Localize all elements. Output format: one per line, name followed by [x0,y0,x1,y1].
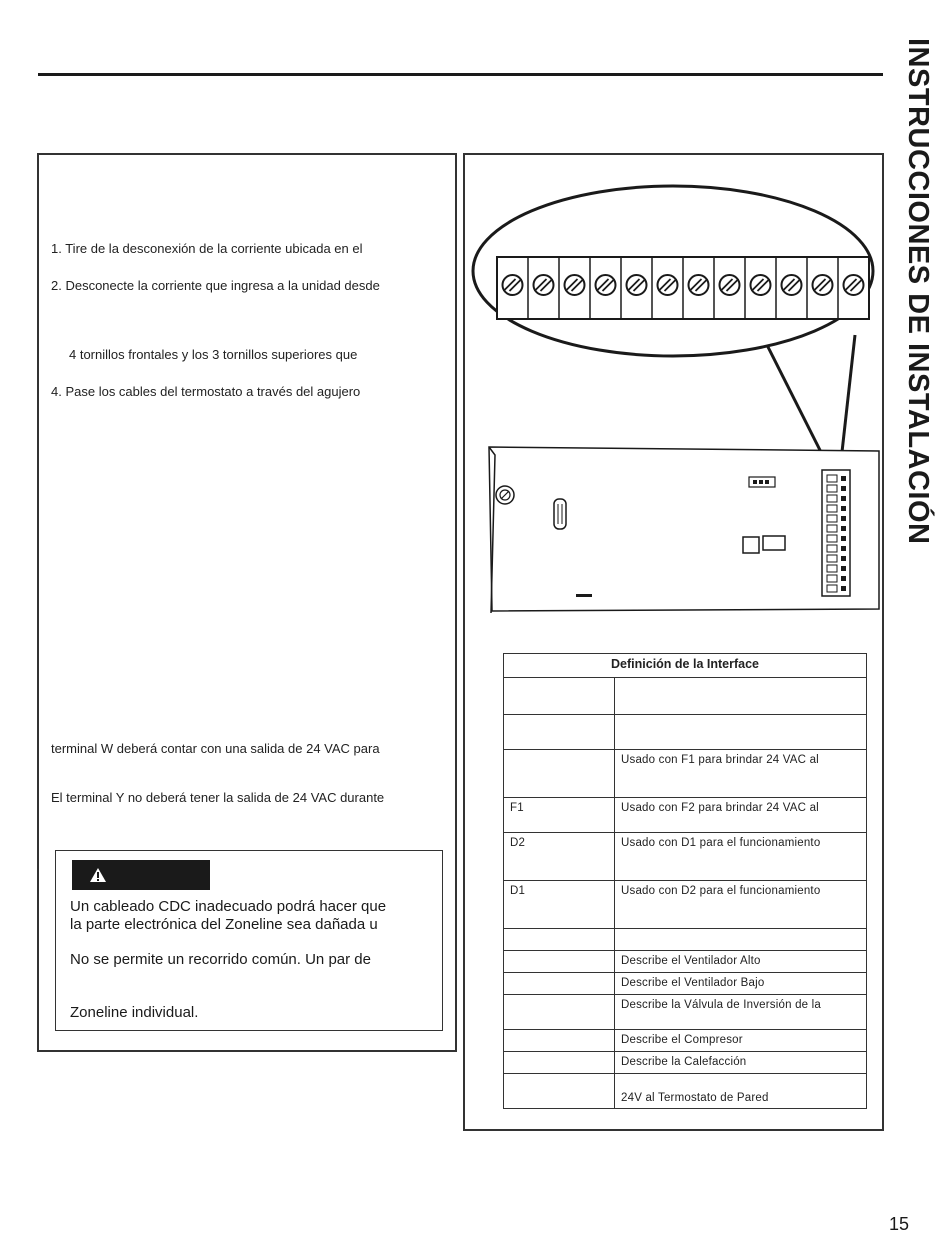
board-terminal [827,475,837,482]
board-terminal-pin [841,506,846,511]
page-number: 15 [889,1214,910,1234]
board-terminal [827,515,837,522]
terminal-cell [504,929,615,951]
step-4: 4. Pase los cables del termostato a través del agujero [51,384,361,399]
terminal-cell [504,750,615,798]
terminal-cell: F1 [504,798,615,833]
description-cell: Describe el Compresor [615,1030,867,1052]
table-row [504,715,867,750]
note-w-terminal: terminal W deberá contar con una salida de 24 VAC para [51,741,380,756]
board-terminal-pin [841,476,846,481]
table-row [504,678,867,715]
table-row [504,833,867,881]
terminal-cell [504,995,615,1030]
description-cell: Usado con F2 para brindar 24 VAC al [615,798,867,833]
warning-line-4: Zoneline individual. [70,1004,199,1021]
description-cell: Describe el Ventilador Alto [615,951,867,973]
terminal-screw-icon [782,275,802,295]
table-row [504,881,867,929]
diagram-panel [463,153,884,1131]
interface-definition-table [503,653,867,1109]
description-cell [615,678,867,715]
terminal-cell: D2 [504,833,615,881]
side-title: INSTRUCCIONES DE INSTALACIÓN [902,38,934,545]
description-cell [615,715,867,750]
description-cell [615,929,867,951]
terminal-cell [504,1030,615,1052]
terminal-cell [504,715,615,750]
board-terminal [827,495,837,502]
description-cell: 24V al Termostato de Pared [615,1074,867,1109]
table-row [504,798,867,833]
table-row [504,1074,867,1109]
terminal-cell [504,973,615,995]
terminal-screw-icon [689,275,709,295]
terminal-screw-icon [751,275,771,295]
board-terminal-pin [841,556,846,561]
board-terminal-pin [841,586,846,591]
board-terminal-pin [841,496,846,501]
board-terminal [827,545,837,552]
terminal-screw-icon [534,275,554,295]
board-terminal-pin [841,546,846,551]
board-terminal [827,565,837,572]
step-1: 1. Tire de la desconexión de la corriente ubicada en el [51,241,363,256]
terminal-cell: D1 [504,881,615,929]
warning-header [72,860,210,890]
terminal-screw-icon [658,275,678,295]
terminal-screw-icon [565,275,585,295]
board-terminal [827,555,837,562]
terminal-cell [504,1052,615,1074]
board-terminal [827,585,837,592]
table-row [504,973,867,995]
warning-line-2: la parte electrónica del Zoneline sea dañada u [70,916,378,933]
warning-triangle-icon [89,867,107,883]
table-title: Definición de la Interface [504,654,867,678]
top-rule [38,73,883,76]
terminal-screw-icon [813,275,833,295]
terminal-cell [504,951,615,973]
table-row [504,951,867,973]
board-terminal-pin [841,526,846,531]
table-row [504,929,867,951]
step-3: 4 tornillos frontales y los 3 tornillos superiores que [69,347,358,362]
terminal-screw-icon [844,275,864,295]
table-row [504,1052,867,1074]
board-terminal-pin [841,576,846,581]
control-board-icon [489,447,879,613]
board-terminal [827,525,837,532]
board-terminal [827,535,837,542]
leader-line-right [840,335,855,470]
description-cell: Usado con F1 para brindar 24 VAC al [615,750,867,798]
table-row [504,995,867,1030]
terminal-cell [504,678,615,715]
table-row [504,750,867,798]
board-terminal-pin [841,486,846,491]
warning-line-1: Un cableado CDC inadecuado podrá hacer que [70,898,387,915]
warning-line-3: No se permite un recorrido común. Un par de [70,951,371,968]
board-terminal-pin [841,536,846,541]
board-terminal [827,505,837,512]
table-header-row [504,654,867,678]
terminal-screw-icon [720,275,740,295]
description-cell: Describe el Ventilador Bajo [615,973,867,995]
description-cell: Usado con D2 para el funcionamiento [615,881,867,929]
description-cell: Describe la Válvula de Inversión de la [615,995,867,1030]
terminal-cell [504,1074,615,1109]
board-terminal [827,575,837,582]
board-terminal-pin [841,566,846,571]
description-cell: Describe la Calefacción [615,1052,867,1074]
instructions-panel [37,153,457,1052]
wiring-diagram [465,155,882,645]
table-row [504,1030,867,1052]
description-cell: Usado con D1 para el funcionamiento [615,833,867,881]
board-terminal-pin [841,516,846,521]
board-terminal [827,485,837,492]
warning-box [55,850,443,1031]
terminal-screw-icon [596,275,616,295]
terminal-strip [497,257,869,319]
step-2: 2. Desconecte la corriente que ingresa a la unidad desde [51,278,380,293]
note-y-terminal: El terminal Y no deberá tener la salida de 24 VAC durante [51,790,385,805]
terminal-screw-icon [503,275,523,295]
terminal-screw-icon [627,275,647,295]
